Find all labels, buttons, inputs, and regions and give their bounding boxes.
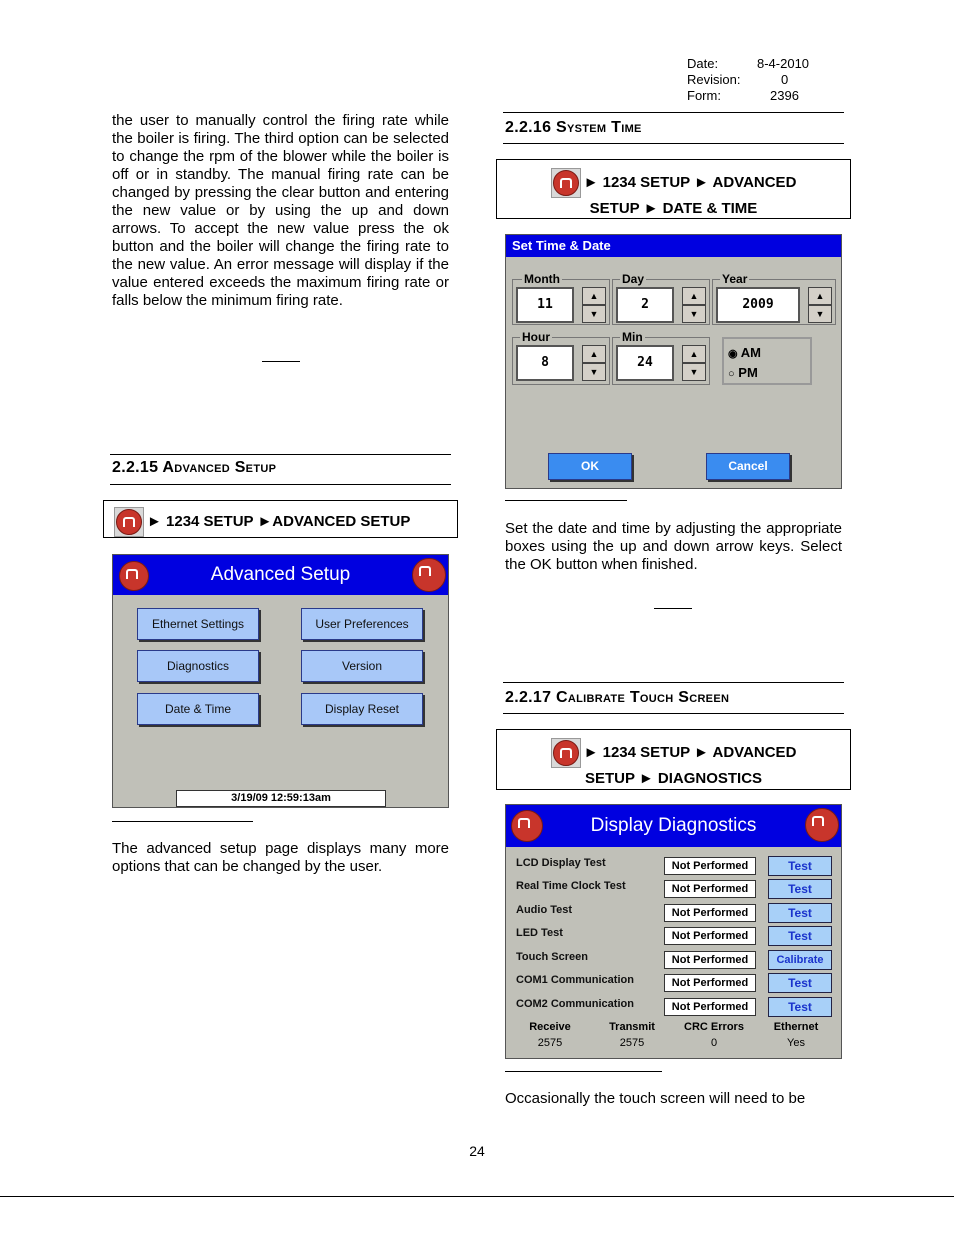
diag-caption-rule [505,1071,662,1072]
nav-217-line1: ► 1234 SETUP ► ADVANCED [583,743,797,761]
time-caption-rule [505,500,627,501]
hour-up-arrow-icon[interactable]: ▲ [582,345,606,363]
hour-label: Hour [522,330,550,344]
crc-errors-label: CRC Errors [684,1021,744,1033]
diag-row-status: Not Performed [664,904,756,922]
nav-path-text: ► 1234 SETUP ►ADVANCED SETUP [147,512,411,530]
timestamp-display: 3/19/09 12:59:13am [176,790,386,807]
day-label: Day [622,272,645,286]
audio-test-button[interactable]: Test [768,903,832,923]
month-down-arrow-icon[interactable]: ▼ [582,305,606,323]
hour-down-arrow-icon[interactable]: ▼ [582,363,606,381]
section-rule-top [110,454,451,455]
time-description: Set the date and time by adjusting the appropriate boxes using the up and down arrow keys. Select the OK button when finished. [505,520,842,573]
section-title-advanced-setup: 2.2.15 Advanced Setup [112,459,277,476]
diag-row-status: Not Performed [664,951,756,969]
diagnostics-button[interactable]: Diagnostics [137,650,259,682]
pm-label: PM [738,365,758,380]
real-time-clock-test-button[interactable]: Test [768,879,832,899]
hour-field[interactable]: 8 [516,345,574,381]
date-value: 8-4-2010 [757,56,810,71]
home-button-icon [551,738,581,768]
section-217-rule-bottom [503,713,844,714]
min-down-arrow-icon[interactable]: ▼ [682,363,706,381]
nav-path-diagnostics [496,729,851,790]
form-value: 2396 [770,88,799,103]
section-title-system-time: 2.2.16 System Time [505,119,642,136]
caption-rule [112,821,253,822]
form-label: Form: [687,88,721,103]
display-reset-button[interactable]: Display Reset [301,693,423,725]
diag-row-status: Not Performed [664,998,756,1016]
lcd-display-test-button[interactable]: Test [768,856,832,876]
user-preferences-button[interactable]: User Preferences [301,608,423,640]
day-up-arrow-icon[interactable]: ▲ [682,287,706,305]
display-diagnostics-screen [505,804,842,1059]
intro-paragraph: the user to manually control the firing rate while the boiler is firing. The third option can be selected to change the rpm of the blower while the boiler is off or in standby. The manual firing rate can be changed by pressing the clear button and entering the new value or by using the up and down arrows. To accept the new value press the ok button and the boiler will change the firing rate to the new value. An error message will display if the value entered exceeds the maximum firing rate or falls below the minimum firing rate. [112,112,449,309]
am-radio[interactable] [728,345,761,360]
year-label: Year [722,272,748,286]
home-button-icon [551,168,581,198]
min-label: Min [622,330,643,344]
date-time-button[interactable]: Date & Time [137,693,259,725]
pm-radio[interactable] [728,365,758,380]
document-header [687,56,827,104]
diag-row-status: Not Performed [664,857,756,875]
separator-short [262,361,300,362]
dialog-title: Set Time & Date [506,235,841,257]
crc-errors-value: 0 [710,1037,718,1049]
diag-row-label: LCD Display Test [516,857,606,869]
diag-row-label: LED Test [516,927,563,939]
day-field[interactable]: 2 [616,287,674,323]
nav-217-line2: SETUP ► DIAGNOSTICS [584,770,763,787]
receive-value: 2575 [537,1037,563,1049]
diag-row-label: COM2 Communication [516,998,634,1010]
cancel-button[interactable]: Cancel [706,453,790,480]
footer-rule [0,1196,954,1197]
transmit-value: 2575 [619,1037,645,1049]
screen-title-bar [506,805,841,847]
diag-description: Occasionally the touch screen will need to be [505,1090,806,1107]
revision-label: Revision: [687,72,741,87]
com1-test-button[interactable]: Test [768,973,832,993]
ethernet-label: Ethernet [773,1021,819,1033]
revision-value: 0 [781,72,789,87]
diag-row-label: Touch Screen [516,951,588,963]
advanced-setup-screen [112,554,449,808]
date-label: Date: [687,56,719,71]
led-test-button[interactable]: Test [768,926,832,946]
screen-title-bar [113,555,448,595]
month-label: Month [524,272,560,286]
section-rule-bottom [110,484,451,485]
receive-label: Receive [529,1021,571,1033]
diag-row-status: Not Performed [664,880,756,898]
home-button-icon [114,507,144,537]
ethernet-value: Yes [787,1037,805,1049]
ok-button[interactable]: OK [548,453,632,480]
radio-selected-icon: ◉ [728,348,738,360]
diag-row-status: Not Performed [664,974,756,992]
section-216-rule-top [503,112,844,113]
nav-path-advanced-setup [103,500,458,538]
section-title-calibrate-touch-screen: 2.2.17 Calibrate Touch Screen [505,689,730,706]
diag-row-label: COM1 Communication [516,974,634,986]
com2-test-button[interactable]: Test [768,997,832,1017]
diag-row-label: Real Time Clock Test [516,880,626,892]
section-217-rule-top [503,682,844,683]
diag-row-status: Not Performed [664,927,756,945]
transmit-label: Transmit [609,1021,655,1033]
year-field[interactable]: 2009 [716,287,800,323]
set-time-date-screen [505,234,842,489]
screen-title: Advanced Setup [210,564,351,585]
advanced-setup-description: The advanced setup page displays many more options that can be changed by the user. [112,840,449,875]
section-216-rule-bottom [503,143,844,144]
calibrate-button[interactable]: Calibrate [768,950,832,970]
page-number: 24 [469,1143,485,1159]
nav-216-line2: SETUP ► DATE & TIME [589,200,758,217]
radio-unselected-icon: ○ [728,368,735,380]
back-icon[interactable] [805,808,839,842]
day-down-arrow-icon[interactable]: ▼ [682,305,706,323]
nav-216-line1: ► 1234 SETUP ► ADVANCED [583,173,797,191]
nav-path-date-time [496,159,851,219]
year-up-arrow-icon[interactable]: ▲ [808,287,832,305]
am-label: AM [740,345,761,360]
ethernet-settings-button[interactable]: Ethernet Settings [137,608,259,640]
month-field[interactable]: 11 [516,287,574,323]
separator-short-right [654,608,692,609]
version-button[interactable]: Version [301,650,423,682]
min-up-arrow-icon[interactable]: ▲ [682,345,706,363]
year-down-arrow-icon[interactable]: ▼ [808,305,832,323]
diag-row-label: Audio Test [516,904,573,916]
screen-title: Display Diagnostics [590,815,757,836]
min-field[interactable]: 24 [616,345,674,381]
month-up-arrow-icon[interactable]: ▲ [582,287,606,305]
back-icon[interactable] [412,558,446,592]
